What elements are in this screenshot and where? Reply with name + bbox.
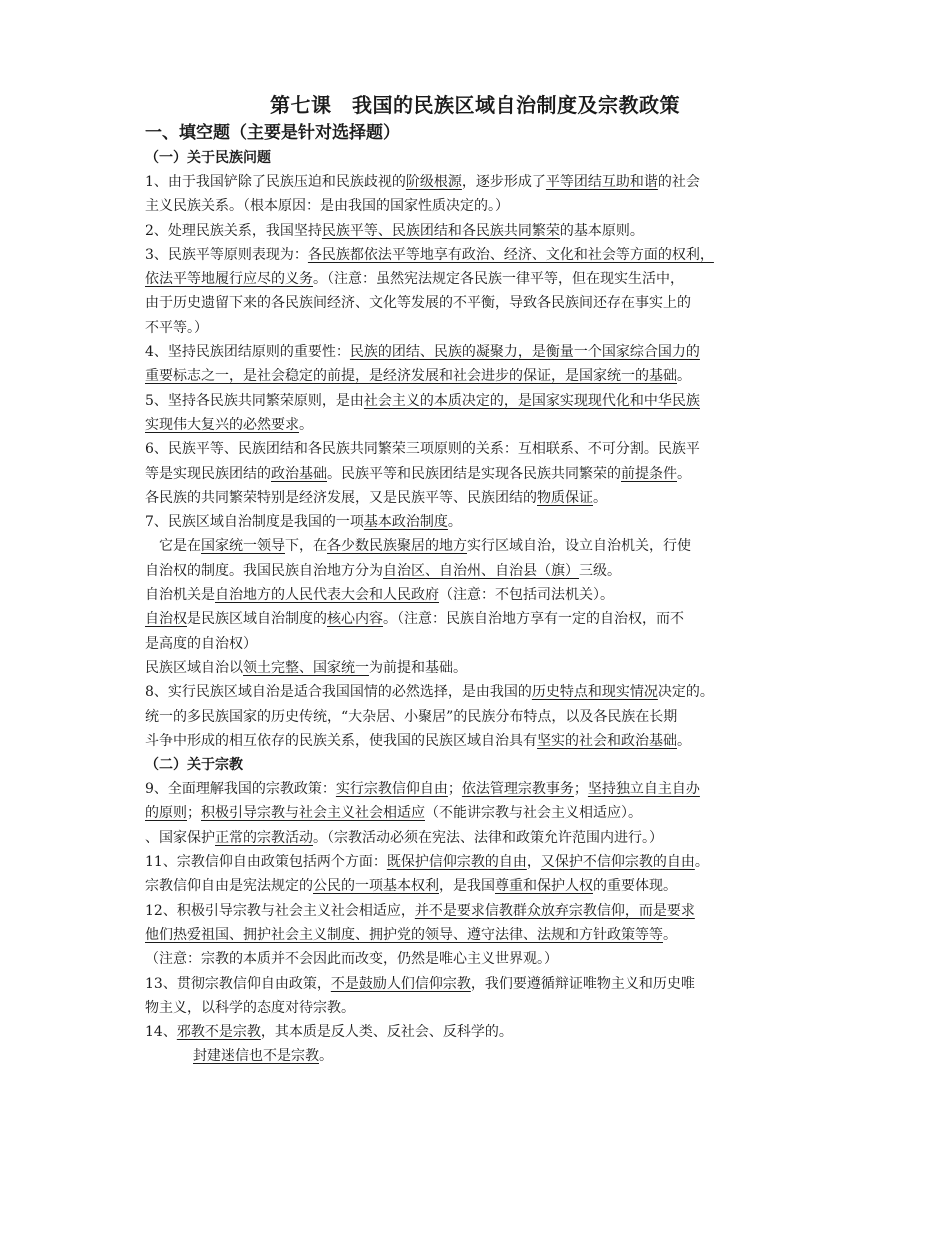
text-segment: 。 — [299, 416, 313, 433]
religion-group — [145, 777, 825, 1069]
text-segment: 。 — [447, 514, 462, 531]
subsection-heading: （二）关于宗教 — [145, 757, 243, 774]
text-line — [145, 826, 825, 850]
text-line — [145, 801, 825, 825]
document-body — [145, 120, 825, 1069]
underlined-answer: 重要标志之一，是社会稳定的前提，是经济发展和社会进步的保证，是国家统一的基础 — [145, 368, 677, 385]
text-segment: 。 — [677, 368, 691, 385]
underlined-answer: 国家统一领导 — [201, 538, 285, 555]
text-line — [145, 899, 825, 923]
underlined-answer: 民族平等、民族团结和各民族共同繁荣 — [321, 222, 560, 239]
text-segment: 。 — [663, 926, 677, 943]
text-segment: 、国家保护 — [145, 829, 215, 846]
text-line — [145, 413, 825, 437]
text-segment: 1、由于我国铲除了民族压迫和民族歧视的 — [145, 174, 406, 190]
text-line — [145, 923, 825, 947]
text-line — [145, 680, 825, 704]
text-segment: 8、实行民族区域自治是适合我国国情的必然选择，是由我国的 — [145, 684, 532, 701]
underlined-answer: 物质保证 — [537, 489, 593, 506]
section-heading: 一、填空题（主要是针对选择题） — [145, 123, 400, 143]
text-segment: 7、民族区域自治制度是我国的一项 — [145, 514, 364, 531]
underlined-answer: 各民族都依法平等地享有政治、经济、文化和社会等方面的权利， — [307, 246, 714, 263]
text-segment: 宗教信仰自由是宪法规定的 — [145, 878, 313, 895]
text-line — [145, 874, 825, 898]
text-line — [145, 243, 825, 267]
text-segment: ，逐步形成了 — [461, 174, 546, 190]
text-line — [145, 1020, 825, 1044]
text-segment: ， — [526, 854, 541, 871]
text-line — [145, 777, 825, 801]
text-segment: 。 — [677, 732, 691, 749]
text-segment: ； — [187, 805, 201, 822]
underlined-answer: 实现伟大复兴的必然要求 — [145, 416, 299, 433]
underlined-answer: 依法管理宗教事务 — [461, 781, 574, 798]
text-line — [145, 534, 825, 558]
text-line — [145, 559, 825, 583]
text-line — [145, 632, 825, 656]
text-line — [145, 1044, 825, 1068]
underlined-answer: 依法平等地履行应尽的义务 — [145, 271, 313, 288]
underlined-answer: 正常的宗教活动 — [215, 829, 313, 846]
text-segment: 。（注意：民族自治地方享有一定的自治权，而不 — [383, 611, 684, 628]
text-segment: 。 — [319, 1048, 333, 1065]
text-line — [145, 194, 825, 218]
underlined-answer: 阶级根源 — [405, 174, 462, 190]
underlined-answer: 核心内容 — [327, 611, 383, 628]
underlined-answer: 坚持独立自主自办 — [587, 781, 700, 798]
text-segment: 。（注意：虽然宪法规定各民族一律平等，但在现实生活中， — [313, 271, 684, 288]
underlined-answer: 平等团结互助和谐 — [545, 174, 658, 190]
underlined-answer: 基本政治制度 — [363, 514, 448, 531]
page-title: 第七课 我国的民族区域自治制度及宗教政策 — [270, 93, 680, 117]
underlined-answer: 的原则 — [145, 805, 187, 822]
subsection-heading: （一）关于民族问题 — [145, 150, 271, 166]
underlined-answer: 邪教不是宗教 — [176, 1024, 261, 1041]
underlined-answer: 并不是要求信教群众放弃宗教信仰，而是要求 — [414, 902, 695, 919]
text-segment: 自治权的制度。我国民族自治地方分为 — [145, 562, 383, 579]
text-segment: ，我们要遵循辩证唯物主义和历史唯 — [470, 975, 695, 992]
text-segment: 自治机关是 — [145, 587, 215, 604]
text-line — [145, 340, 825, 364]
text-segment: 14、 — [145, 1024, 177, 1041]
text-segment: 。 — [677, 465, 691, 482]
text-line — [145, 656, 825, 680]
underlined-answer: 自治权 — [145, 611, 187, 628]
text-line — [145, 219, 825, 243]
text-line — [145, 607, 825, 631]
text-segment: 6、民族平等、民族团结和各民族共同繁荣三项原则的关系：互相联系、不可分割。民族平 — [145, 441, 700, 458]
underlined-answer: 实行宗教信仰自由 — [335, 781, 448, 798]
text-line — [145, 705, 825, 729]
underlined-answer: 社会主义的本质决定的，是国家实现现代化和中华民族 — [363, 392, 700, 409]
text-segment: 下，在 — [285, 538, 327, 555]
text-segment: ； — [447, 781, 462, 798]
underlined-answer: 各少数民族聚居的地方 — [327, 538, 467, 555]
underlined-answer: 前提条件 — [621, 465, 677, 482]
text-segment: 斗争中形成的相互依存的民族关系，使我国的民族区域自治具有 — [145, 732, 537, 749]
text-segment: 5、坚持各民族共同繁荣原则，是由 — [145, 392, 364, 409]
text-segment: 主义民族关系。（根本原因：是由我国的国家性质决定的。） — [145, 198, 509, 215]
ethnic-issues-group — [145, 170, 825, 753]
text-segment: （注意：宗教的本质并不会因此而改变，仍然是唯心主义世界观。） — [145, 951, 558, 968]
text-segment: 。 — [694, 854, 709, 871]
text-segment: 决定的。 — [657, 684, 714, 701]
text-segment: 物主义，以科学的态度对待宗教。 — [145, 999, 355, 1016]
underlined-answer: 封建迷信也不是宗教 — [193, 1048, 319, 1065]
underlined-answer: 尊重和保护人权 — [495, 878, 593, 895]
text-segment: 9、全面理解我国的宗教政策： — [145, 781, 336, 798]
text-line — [145, 364, 825, 388]
text-segment: 是民族区域自治制度的 — [187, 611, 327, 628]
text-segment: 不平等。） — [145, 319, 208, 336]
text-line — [145, 729, 825, 753]
text-line — [145, 972, 825, 996]
text-line — [145, 947, 825, 971]
text-segment: 的基本原则。 — [559, 222, 644, 239]
text-segment: （注意：不包括司法机关）。 — [439, 587, 614, 604]
underlined-answer: 不是鼓励人们信仰宗教 — [330, 975, 471, 992]
underlined-answer: 政治基础 — [271, 465, 327, 482]
text-segment: 由于历史遗留下来的各民族间经济、文化等发展的不平衡，导致各民族间还存在事实上的 — [145, 295, 691, 312]
text-segment: 实行区域自治，设立自治机关，行使 — [467, 538, 691, 555]
underlined-answer: 自治地方的人民代表大会和人民政府 — [215, 587, 439, 604]
text-line — [145, 316, 825, 340]
text-segment: 11、宗教信仰自由政策包括两个方面： — [145, 854, 387, 871]
text-segment: ，是我国 — [439, 878, 495, 895]
text-segment: 各民族的共同繁荣特别是经济发展，又是民族平等、民族团结的 — [145, 489, 537, 506]
text-segment: （不能讲宗教与社会主义相适应）。 — [425, 805, 642, 822]
underlined-answer: 他们热爱祖国、拥护社会主义制度、拥护党的领导、遵守法律、法规和方针政策等等 — [145, 926, 663, 943]
text-segment: 3、民族平等原则表现为： — [145, 246, 308, 263]
text-line — [145, 510, 825, 534]
text-segment: 。 — [593, 489, 607, 506]
text-line — [145, 267, 825, 291]
text-line — [145, 583, 825, 607]
underlined-answer: 既保护信仰宗教的自由 — [386, 854, 527, 871]
text-segment: 三级。 — [579, 562, 621, 579]
text-segment: 。（宗教活动必须在宪法、法律和政策允许范围内进行。） — [313, 829, 663, 846]
text-segment: 民族区域自治以 — [145, 659, 243, 676]
underlined-answer: 民族的团结、民族的凝聚力，是衡量一个国家综合国力的 — [349, 344, 700, 361]
text-segment: 是高度的自治权） — [145, 635, 257, 652]
text-segment: 。民族平等和民族团结是实现各民族共同繁荣的 — [327, 465, 621, 482]
underlined-answer: 自治区、自治州、自治县（旗） — [383, 562, 579, 579]
underlined-answer: 又保护不信仰宗教的自由 — [540, 854, 695, 871]
text-line — [145, 389, 825, 413]
text-segment: 统一的多民族国家的历史传统，“大杂居、小聚居”的民族分布特点，以及各民族在长期 — [145, 708, 678, 725]
underlined-answer: 历史特点和现实情况 — [531, 684, 658, 701]
text-segment: 的社会 — [657, 174, 700, 190]
text-segment: 4、坚持民族团结原则的重要性： — [145, 344, 350, 361]
text-line — [145, 462, 825, 486]
underlined-answer: 领土完整、国家统一 — [243, 659, 369, 676]
text-line — [145, 170, 825, 194]
text-line — [145, 291, 825, 315]
text-segment: 2、处理民族关系，我国坚持 — [145, 222, 322, 239]
text-segment: 为前提和基础。 — [369, 659, 467, 676]
text-segment: 它是在 — [145, 538, 201, 555]
text-segment: ； — [573, 781, 588, 798]
underlined-answer: 积极引导宗教与社会主义社会相适应 — [201, 805, 425, 822]
text-segment: 等是实现民族团结的 — [145, 465, 271, 482]
text-segment: ，其本质是反人类、反社会、反科学的。 — [260, 1024, 513, 1041]
underlined-answer: 坚实的社会和政治基础 — [537, 732, 677, 749]
underlined-answer: 公民的一项基本权利 — [313, 878, 439, 895]
text-line — [145, 486, 825, 510]
text-line — [145, 437, 825, 461]
text-line — [145, 996, 825, 1020]
text-segment: 的重要体现。 — [593, 878, 677, 895]
text-segment: 12、积极引导宗教与社会主义社会相适应， — [145, 902, 415, 919]
text-line — [145, 850, 825, 874]
text-segment: 13、贯彻宗教信仰自由政策， — [145, 975, 331, 992]
